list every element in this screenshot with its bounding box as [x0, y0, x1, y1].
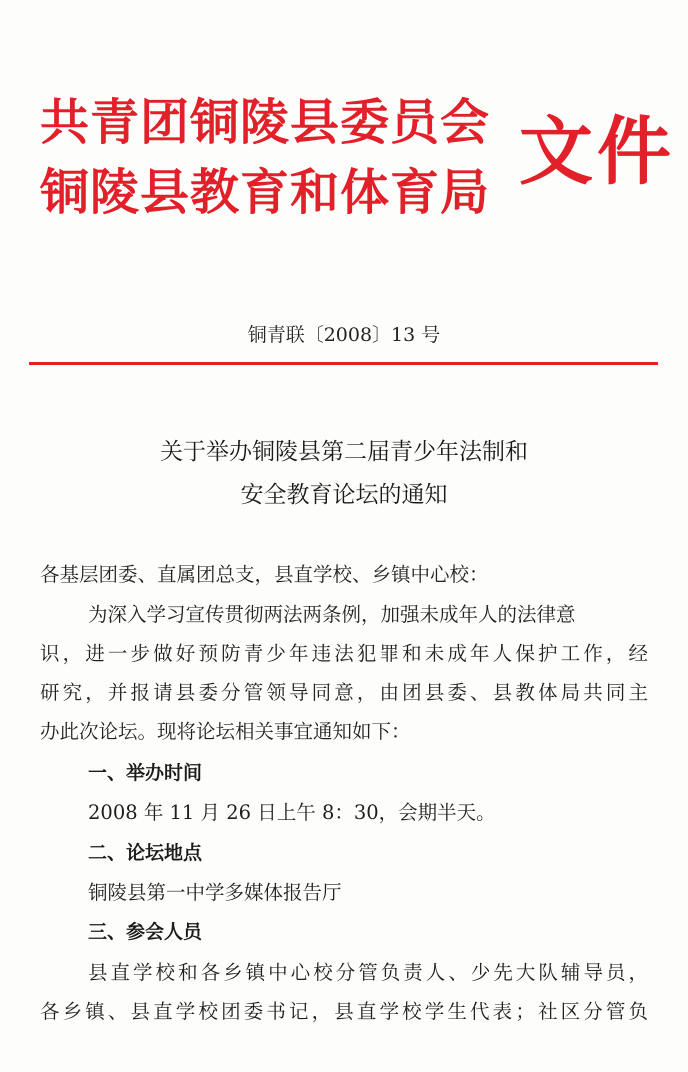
section-content-attendees-1: 县直学校和各乡镇中心校分管负责人、少先大队辅导员， [88, 961, 648, 984]
issuer-line-1: 共青团铜陵县委员会 [40, 94, 491, 151]
issuer-block [40, 94, 515, 238]
document-type-label: 文件 [519, 109, 675, 195]
red-separator-line [29, 362, 658, 365]
intro-line-1: 为深入学习宣传贯彻两法两条例，加强未成年人的法律意 [88, 603, 576, 626]
section-heading-location: 二、论坛地点 [88, 842, 203, 864]
issuer-line-2: 铜陵县教育和体育局 [40, 164, 491, 221]
notice-title-line-2: 安全教育论坛的通知 [240, 482, 448, 508]
notice-title-line-1: 关于举办铜陵县第二届青少年法制和 [160, 439, 528, 465]
section-content-attendees-2: 各乡镇、县直学校团委书记，县直学校学生代表；社区分管负 [40, 1000, 648, 1023]
intro-line-3: 研究，并报请县委分管领导同意，由团县委、县教体局共同主 [40, 681, 648, 704]
section-heading-time: 一、举办时间 [88, 762, 203, 784]
section-content-time: 2008 年 11 月 26 日上午 8：30，会期半天。 [88, 801, 496, 824]
intro-line-4: 办此次论坛。现将论坛相关事宜通知如下： [40, 720, 411, 743]
section-content-location: 铜陵县第一中学多媒体报告厅 [88, 881, 342, 904]
section-heading-attendees: 三、参会人员 [88, 921, 203, 943]
addressees: 各基层团委、直属团总支，县直学校、乡镇中心校： [40, 563, 489, 586]
intro-line-2: 识，进一步做好预防青少年违法犯罪和未成年人保护工作，经 [40, 642, 648, 665]
document-number: 铜青联〔2008〕13 号 [247, 324, 441, 346]
